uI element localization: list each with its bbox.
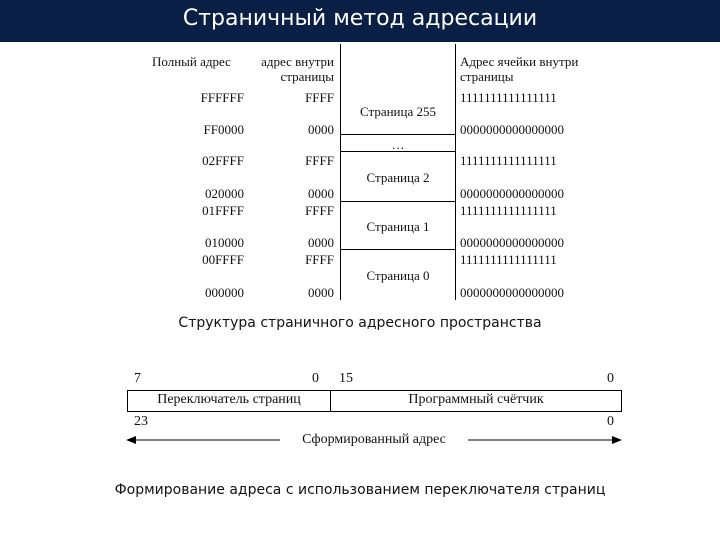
- arrow-head-left: [126, 436, 136, 444]
- full-address-row: FFFFFF: [200, 90, 244, 105]
- page-label-2: Страница 2: [366, 170, 430, 185]
- header-inner-address: адрес внутри страницы: [261, 54, 334, 84]
- register-bottom-border: [127, 411, 621, 412]
- counter-bit-high: 15: [339, 371, 353, 386]
- inner-address-row: 0000: [308, 235, 334, 250]
- full-address-row: 00FFFF: [202, 252, 244, 267]
- inner-address-row: 0000: [308, 285, 334, 300]
- page-divider: [341, 249, 455, 250]
- full-address-row: 010000: [205, 235, 244, 250]
- formed-bit-low: 0: [607, 414, 614, 429]
- full-address-row: 000000: [205, 285, 244, 300]
- header-full-address: Полный адрес: [152, 54, 231, 69]
- full-address-row: 02FFFF: [202, 153, 244, 168]
- inner-address-row: 0000: [308, 122, 334, 137]
- formed-bit-high: 23: [134, 414, 148, 429]
- cell-address-row: 0000000000000000: [460, 285, 564, 300]
- cell-address-row: 1111111111111111: [460, 252, 557, 267]
- register-top-border: [127, 390, 621, 391]
- counter-bit-low: 0: [607, 371, 614, 386]
- caption-address-space: Структура страничного адресного пространства: [178, 315, 542, 331]
- page-title: Страничный метод адресации: [182, 6, 538, 31]
- title-bar: [0, 0, 720, 42]
- switch-bit-high: 7: [134, 371, 141, 386]
- inner-address-row: 0000: [308, 186, 334, 201]
- page-switch-field: Переключатель страниц: [157, 392, 301, 407]
- page-divider: [341, 134, 455, 135]
- page-divider: [341, 201, 455, 202]
- page-label-ellipsis: …: [391, 137, 405, 152]
- switch-bit-low: 0: [312, 371, 319, 386]
- full-address-row: 01FFFF: [202, 203, 244, 218]
- cell-address-row: 0000000000000000: [460, 186, 564, 201]
- cell-address-row: 0000000000000000: [460, 122, 564, 137]
- program-counter-field: Программный счётчик: [408, 392, 544, 407]
- cell-address-row: 1111111111111111: [460, 153, 557, 168]
- caption-address-formation: Формирование адреса с использованием переключателя страниц: [114, 482, 606, 498]
- page-label-255: Страница 255: [359, 104, 436, 119]
- inner-address-row: FFFF: [305, 90, 334, 105]
- page-label-1: Страница 1: [366, 219, 430, 234]
- inner-address-row: FFFF: [305, 153, 334, 168]
- page-label-0: Страница 0: [366, 268, 430, 283]
- full-address-row: 020000: [205, 186, 244, 201]
- cell-address-row: 1111111111111111: [460, 203, 557, 218]
- inner-address-row: FFFF: [305, 203, 334, 218]
- header-cell-address: Адрес ячейки внутри страницы: [460, 54, 579, 84]
- cell-address-row: 1111111111111111: [460, 90, 557, 105]
- cell-address-row: 0000000000000000: [460, 235, 564, 250]
- arrow-head-right: [612, 436, 622, 444]
- register-right-border: [621, 390, 622, 412]
- formed-address-label: Сформированный адрес: [302, 432, 446, 447]
- inner-address-row: FFFF: [305, 252, 334, 267]
- full-address-row: FF0000: [203, 122, 244, 137]
